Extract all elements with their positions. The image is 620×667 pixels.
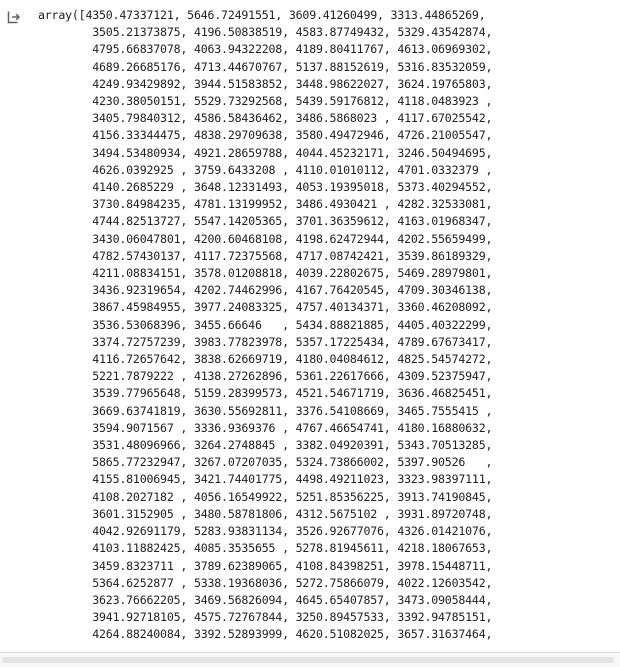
scrollbar-thumb[interactable] — [2, 657, 614, 663]
output-redirect-icon[interactable] — [6, 9, 22, 25]
array-output-text: array([4350.47337121, 5646.72491551, 3609.41260499, 3313.44865269, 3505.21373875, 4196.50838519, 4583.87749432, 5329.43542874, 4795.66837078, 4063.94322208, 4189.80411767, 4613.06969302, 4689.26685176, 4713.44670767, 5137.88152619, 5316.83532059, 4249.93429892, 3944.51583852, 3448.98622027, 3624.19765803, 4230.38050151, 5529.73292568, 5439.59176812, 4118.0483923 , 3405.79840312, 4586.58436462, 3486.5868023 , 4117.67025542, 4156.33344475, 4838.29709638, 3580.49472946, 4726.21005547, 3494.53480934, 4921.28659788, 4044.45232171, 3246.50494695, 4626.0392925 , 3759.6433208 , 4110.01010112, 4701.0332379 , 4140.2685229 , 3648.12331493, 4053.19395018, 5373.40294552, 3730.84984235, 4781.13199952, 3486.4930421 , 4282.32533081, 4744.82513727, 5547.14205365, 3701.36359612, 4163.01968347, 3430.06047801, 4200.60468108, 4198.62472944, 4202.55659499, 4782.57430137, 4117.72375568, 4717.08742421, 3539.86189329, 4211.08834151, 3578.01208818, 4039.22802675, 5469.28979801, 3436.92319654, 4202.74462996, 4167.76420545, 4709.30346138, 3867.45984955, 3977.24083325, 4757.40134371, 3360.46208092, 3536.53068396, 3455.66646 , 5434.88821885, 4405.40322299, 3374.72757239, 3983.77823978, 5357.17225434, 4789.67673417, 4116.72657642, 3838.62669719, 4180.04084612, 4825.54574272, 5221.7879222 , 4138.27262896, 5361.22617666, 4309.52375947, 3539.77965648, 5159.28399573, 4521.54671719, 3636.46825451, 3669.63741819, 3630.55692811, 3376.54108669, 3465.7555415 , 3594.9071567 , 3336.9369376 , 4767.46654741, 4180.16880632, 3531.48096966, 3264.2748845 , 3382.04920391, 5343.70513285, 5865.77232947, 3267.07207035, 5324.73866002, 5397.90526 , 4155.81006945, 3421.74401775, 4498.49211023, 3323.98397111, 4108.2027182 , 4056.16549922, 5251.85356225, 3913.74190845, 3601.3152905 , 3480.58781806, 4312.5675102 , 3931.89720748, 4042.92691179, 5283.93831134, 3526.92677076, 4326.01421076, 4103.11882425, 4085.3535655 , 5278.81945611, 4218.18067653, 3459.8323711 , 3789.62389065, 4108.84398251, 3978.15448711, 5364.6252877 , 5338.19368036, 5272.75866079, 4022.12603542, 3623.76662205, 3469.56826094, 4645.65407857, 3473.09058444, 3941.92718105, 4575.72767844, 3250.89457533, 3392.94785151, 4264.88240084, 3392.52893999, 4620.51082025, 3657.31637464, — [38, 8, 493, 642]
horizontal-scrollbar[interactable] — [0, 653, 620, 667]
